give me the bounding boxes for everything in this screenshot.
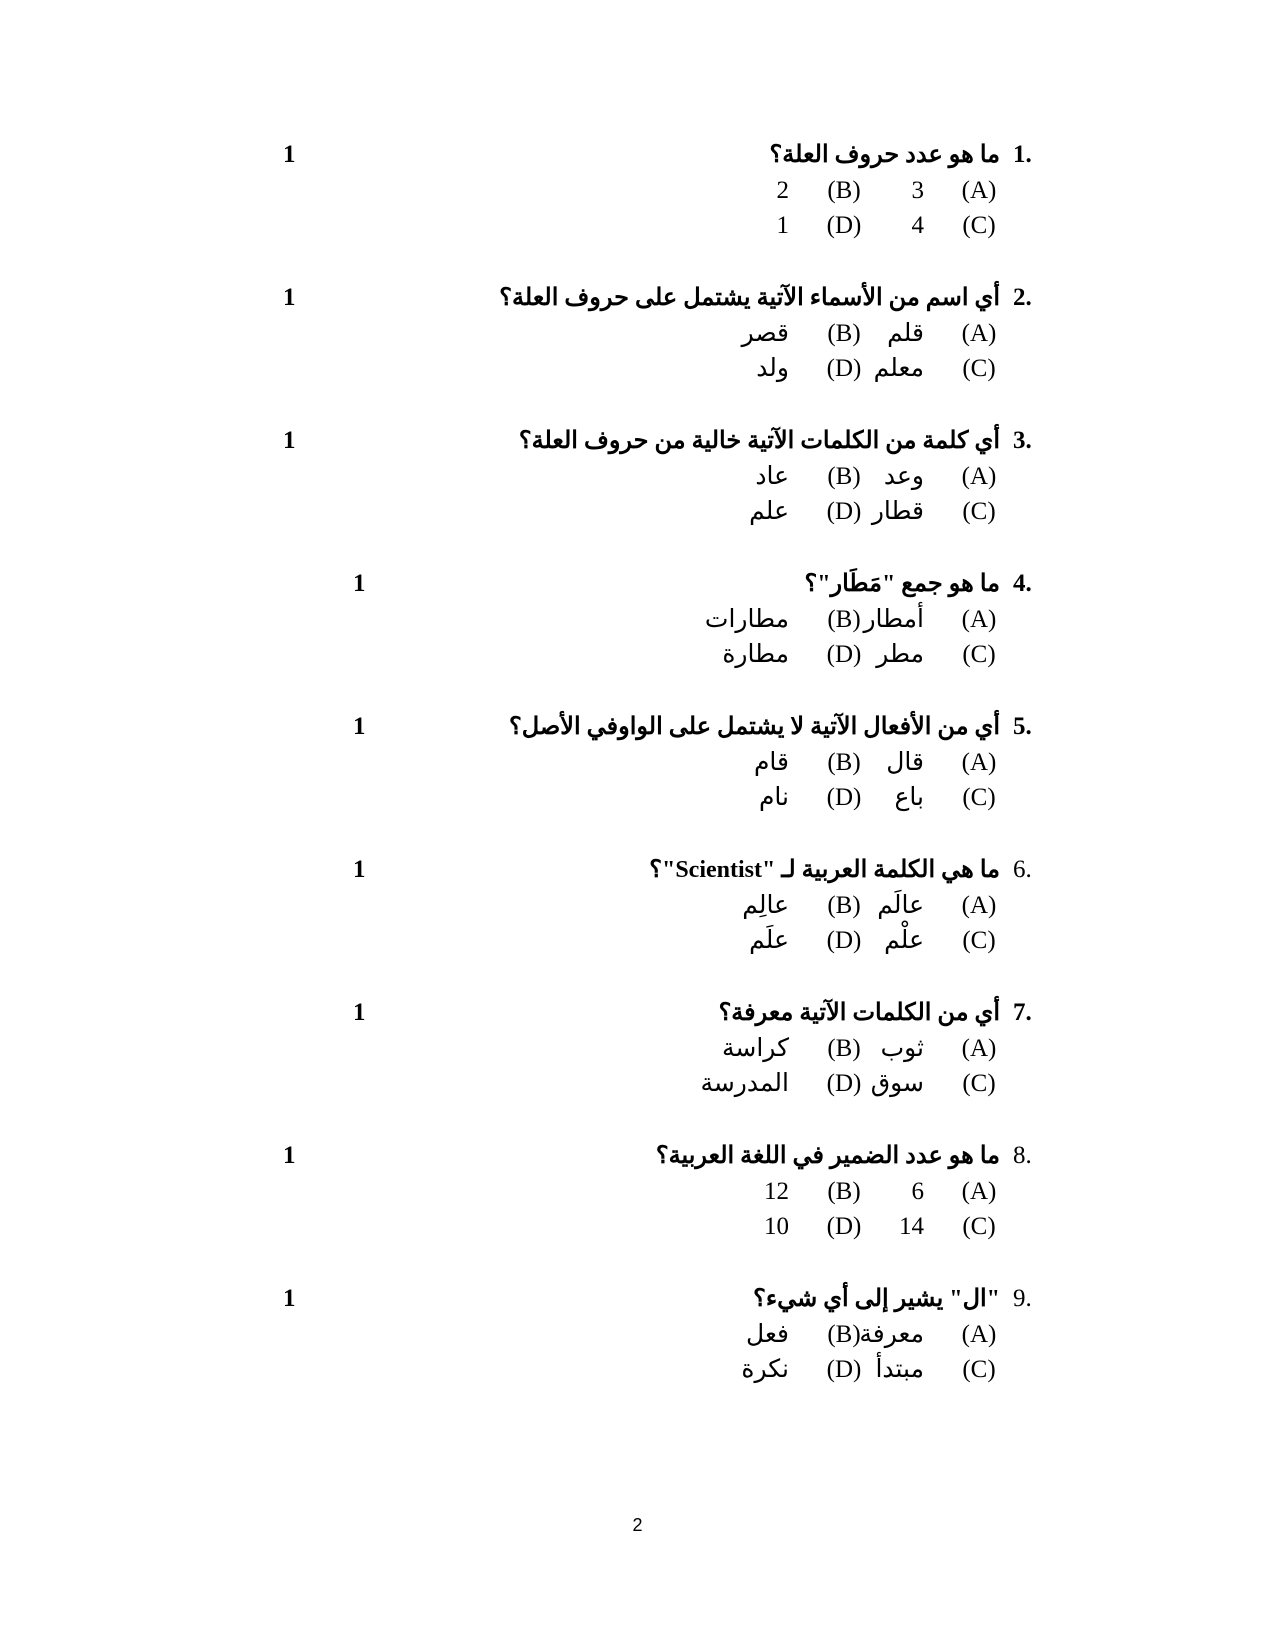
question-8 [0, 1141, 1275, 1261]
option-c-label: (C) [962, 498, 996, 525]
question-number: 9. [1013, 1285, 1032, 1312]
option-a-label: (A) [961, 1178, 997, 1205]
option-a-value: وعد [883, 463, 924, 490]
option-d-label: (D) [826, 1070, 862, 1097]
option-a-label: (A) [961, 892, 997, 919]
option-d-label: (D) [826, 1356, 862, 1383]
option-d-value: 1 [776, 212, 789, 239]
option-c-value: علْم [884, 927, 924, 954]
option-a-value: قال [886, 749, 924, 776]
option-b-value: فعل [746, 1321, 789, 1348]
question-marks: 1 [283, 141, 296, 168]
option-c-label: (C) [962, 927, 996, 954]
question-text: ما هو جمع "مَطَار"؟ [804, 571, 1000, 597]
option-d-label: (D) [826, 641, 862, 668]
option-b-label: (B) [827, 1321, 861, 1348]
option-b-value: 2 [776, 177, 789, 204]
question-6 [0, 855, 1275, 975]
question-number: 2. [1013, 284, 1032, 311]
question-number: 7. [1013, 999, 1032, 1026]
question-2 [0, 283, 1275, 403]
option-d-label: (D) [826, 212, 862, 239]
option-d-value: علَم [749, 927, 789, 954]
option-d-label: (D) [826, 927, 862, 954]
option-a-label: (A) [961, 1035, 997, 1062]
question-marks: 1 [353, 856, 366, 883]
option-a-label: (A) [961, 606, 997, 633]
option-a-label: (A) [961, 177, 997, 204]
option-c-label: (C) [962, 1356, 996, 1383]
option-c-label: (C) [962, 1213, 996, 1240]
question-4 [0, 569, 1275, 689]
option-d-label: (D) [826, 355, 862, 382]
option-b-value: مطارات [704, 606, 789, 633]
question-text: ما هو عدد الضمير في اللغة العربية؟ [655, 1143, 1000, 1169]
option-a-value: عالَم [877, 892, 924, 919]
option-d-value: نكرة [741, 1356, 789, 1383]
question-7 [0, 998, 1275, 1118]
question-1 [0, 140, 1275, 260]
option-c-label: (C) [962, 355, 996, 382]
option-a-label: (A) [961, 749, 997, 776]
question-number: 5. [1013, 713, 1032, 740]
question-marks: 1 [283, 1285, 296, 1312]
option-b-label: (B) [827, 892, 861, 919]
option-b-value: 12 [764, 1178, 789, 1205]
option-d-label: (D) [826, 498, 862, 525]
option-a-value: قلم [887, 320, 924, 347]
question-number: 1. [1013, 141, 1032, 168]
option-c-value: قطار [871, 498, 924, 525]
option-d-label: (D) [826, 784, 862, 811]
option-b-label: (B) [827, 1178, 861, 1205]
question-text: أي كلمة من الكلمات الآتية خالية من حروف العلة؟ [518, 428, 1000, 454]
option-b-value: كراسة [722, 1035, 789, 1062]
option-d-value: 10 [764, 1213, 789, 1240]
question-3 [0, 426, 1275, 546]
question-marks: 1 [353, 999, 366, 1026]
question-number: 4. [1013, 570, 1032, 597]
option-a-value: 3 [911, 177, 924, 204]
option-b-value: عاد [755, 463, 789, 490]
question-marks: 1 [283, 284, 296, 311]
option-c-value: مطر [876, 641, 924, 668]
option-a-value: معرفة [859, 1321, 924, 1348]
option-c-label: (C) [962, 784, 996, 811]
question-text: أي من الكلمات الآتية معرفة؟ [718, 1000, 1000, 1026]
option-c-value: 4 [911, 212, 924, 239]
option-d-value: المدرسة [700, 1070, 789, 1097]
option-a-label: (A) [961, 463, 997, 490]
option-c-value: باع [894, 784, 924, 811]
option-c-value: 14 [899, 1213, 924, 1240]
question-number: 8. [1013, 1142, 1032, 1169]
option-d-value: نام [758, 784, 789, 811]
question-marks: 1 [283, 1142, 296, 1169]
question-text: ما هي الكلمة العربية لـ "Scientist"؟ [649, 857, 1000, 883]
option-a-label: (A) [961, 320, 997, 347]
question-text: أي من الأفعال الآتية لا يشتمل على الواوفي الأصل؟ [509, 714, 1000, 740]
option-b-label: (B) [827, 463, 861, 490]
question-marks: 1 [283, 427, 296, 454]
question-marks: 1 [353, 570, 366, 597]
question-number: 6. [1013, 856, 1032, 883]
question-marks: 1 [353, 713, 366, 740]
option-a-value: 6 [911, 1178, 924, 1205]
option-c-value: سوق [870, 1070, 924, 1097]
option-c-value: معلم [873, 355, 924, 382]
option-c-label: (C) [962, 641, 996, 668]
option-d-value: علم [749, 498, 789, 525]
page-number: 2 [632, 1515, 643, 1535]
option-c-label: (C) [962, 1070, 996, 1097]
option-b-label: (B) [827, 606, 861, 633]
question-text: ما هو عدد حروف العلة؟ [769, 142, 1000, 168]
option-a-value: ثوب [880, 1035, 924, 1062]
option-d-value: مطارة [722, 641, 789, 668]
option-b-value: قام [753, 749, 789, 776]
option-b-label: (B) [827, 1035, 861, 1062]
option-b-label: (B) [827, 177, 861, 204]
option-a-value: أمطار [863, 606, 924, 633]
question-text: "ال" يشير إلى أي شيء؟ [753, 1286, 1000, 1312]
question-text: أي اسم من الأسماء الآتية يشتمل على حروف العلة؟ [499, 285, 1000, 311]
option-b-label: (B) [827, 320, 861, 347]
question-9 [0, 1284, 1275, 1404]
option-b-value: قصر [741, 320, 789, 347]
question-number: 3. [1013, 427, 1032, 454]
option-d-label: (D) [826, 1213, 862, 1240]
question-5 [0, 712, 1275, 832]
option-c-value: مبتدأ [875, 1356, 924, 1383]
option-d-value: ولد [756, 355, 789, 382]
option-b-value: عالِم [742, 892, 789, 919]
option-c-label: (C) [962, 212, 996, 239]
option-a-label: (A) [961, 1321, 997, 1348]
option-b-label: (B) [827, 749, 861, 776]
